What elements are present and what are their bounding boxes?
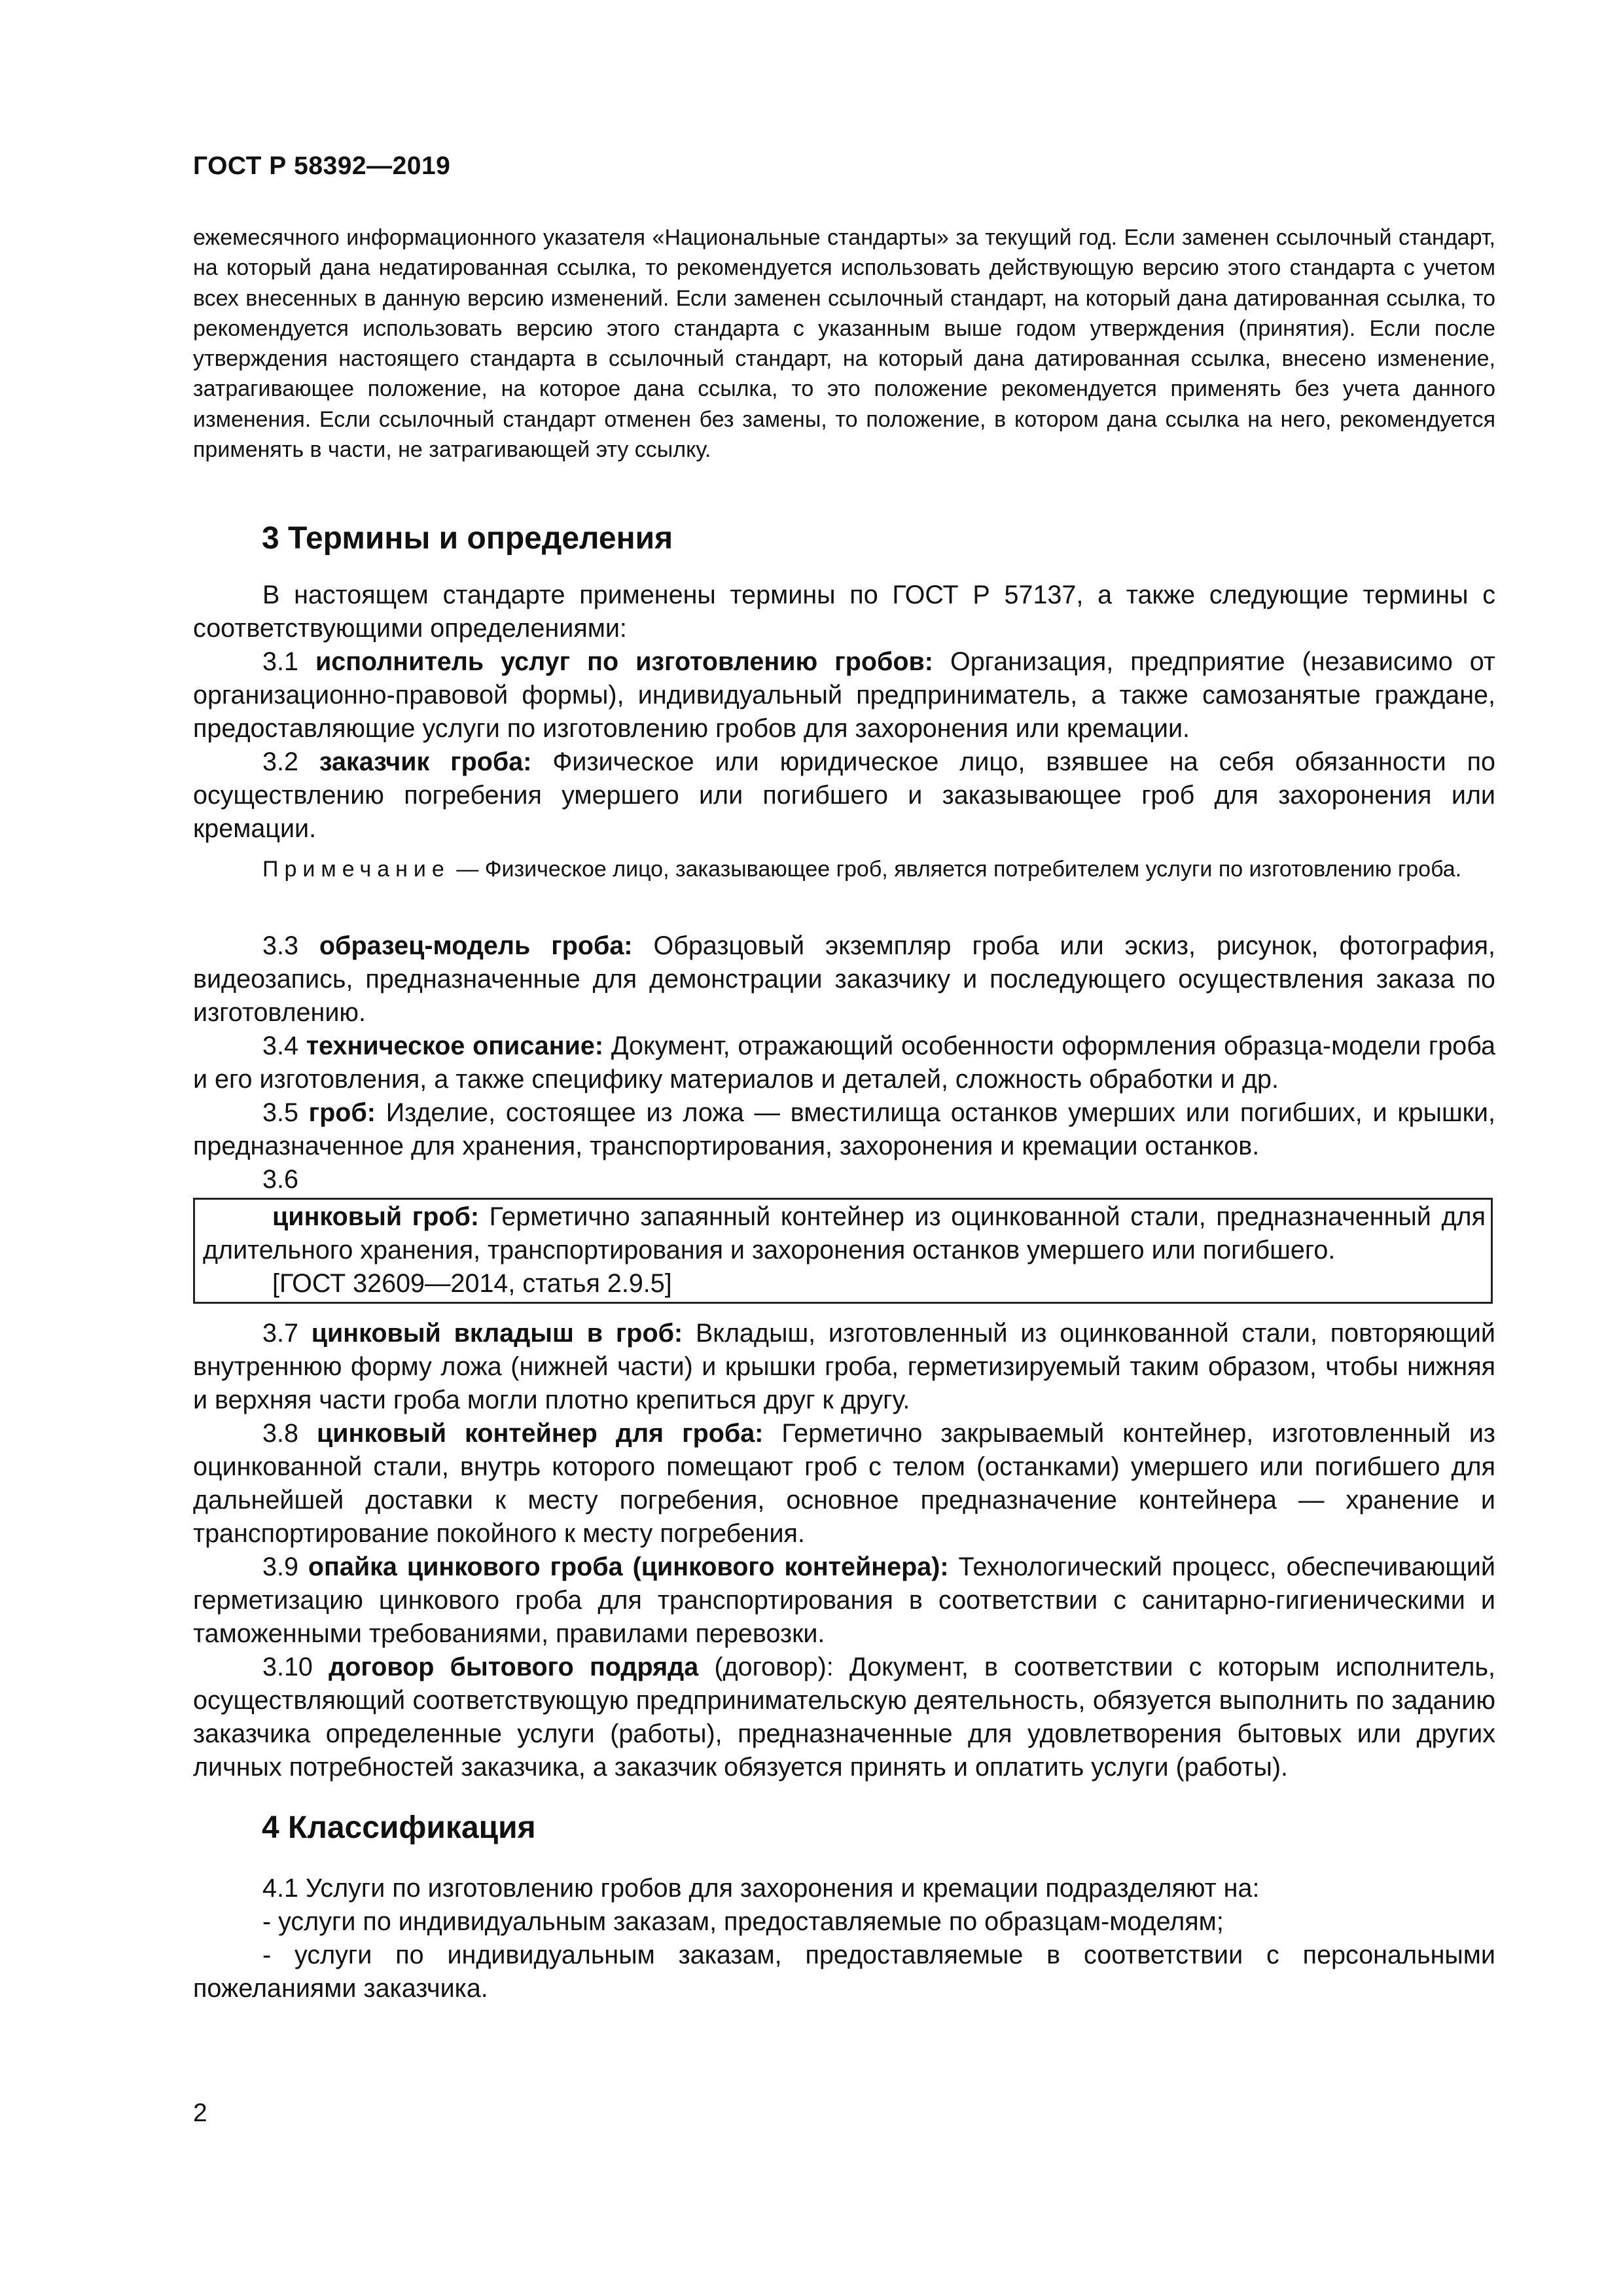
section-4-body bbox=[193, 1872, 1495, 2005]
note bbox=[193, 855, 1495, 884]
section-4-title: 4 Классификация bbox=[262, 1810, 536, 1845]
list-item: - услуги по индивидуальным заказам, предоставляемые в соответствии с персональными пожеланиями заказчика. bbox=[193, 1941, 1495, 2003]
note-text: — Физическое лицо, заказывающее гроб, является потребителем услуги по изготовлению гроба. bbox=[456, 857, 1462, 882]
term-3-10: 3.10 договор бытового подряда (договор): Документ, в соответствии с которым исполнитель, осуществляющий соответствующую предпринимательскую деятельность, обязуется выполнить по заданию заказчика определенные услуги (работы), предназначенные для удовлетворения бытовых или других личных потребностей заказчика, а заказчик обязуется принять и оплатить услуги (работы). bbox=[193, 1653, 1495, 1782]
term-3-8: 3.8 цинковый контейнер для гроба: Герметично закрываемый контейнер, изготовленный из оцинкованной стали, внутрь которого помещают гроб с телом (останками) умершего или погибшего для дальнейшей доставки к месту погребения, основное предназначение контейнера — хранение и транспортирование покойного к месту погребения. bbox=[193, 1419, 1495, 1548]
term-3-7: 3.7 цинковый вкладыш в гроб: Вкладыш, изготовленный из оцинкованной стали, повторяющий внутреннюю форму ложа (нижней части) и крышки гроба, герметизируемый таким образом, чтобы нижняя и верхняя части гроба могли плотно крепиться друг к другу. bbox=[193, 1319, 1495, 1414]
terms-3-7-to-3-10 bbox=[193, 1317, 1495, 1784]
terms-3-3-to-3-6 bbox=[193, 929, 1495, 1196]
term-3-2: 3.2 заказчик гроба: Физическое или юридическое лицо, взявшее на себя обязанности по осуществлению погребения умершего или погибшего и заказывающее гроб для захоронения или кремации. bbox=[193, 747, 1495, 843]
term-3-3: 3.3 образец-модель гроба: Образцовый экземпляр гроба или эскиз, рисунок, фотография, видеозапись, предназначенные для демонстрации заказчику и последующего осуществления заказа по изготовлению. bbox=[193, 931, 1495, 1027]
list-item: - услуги по индивидуальным заказам, предоставляемые по образцам-моделям; bbox=[262, 1907, 1224, 1936]
clause-4-1: 4.1 Услуги по изготовлению гробов для захоронения и кремации подразделяют на: bbox=[262, 1874, 1260, 1903]
term-3-1: 3.1 исполнитель услуг по изготовлению гробов: Организация, предприятие (независимо от организационно-правовой формы), индивидуальный предприниматель, а также самозанятые граждане, предоставляющие услуги по изготовлению гробов для захоронения или кремации. bbox=[193, 647, 1496, 743]
term-3-6-number: 3.6 bbox=[262, 1165, 298, 1194]
note-label: Примечание bbox=[262, 857, 450, 882]
page-number: 2 bbox=[193, 2099, 207, 2127]
intro-paragraph: ежемесячного информационного указателя «Национальные стандарты» за текущий год. Если заменен ссылочный стандарт, на который дана недатированная ссылка, то рекомендуется использовать действующую версию этого стандарта с учетом всех внесенных в данную версию изменений. Если заменен ссылочный стандарт, на который дана датированная ссылка, то рекомендуется использовать версию этого стандарта с указанным выше годом утверждения (принятия). Если после утверждения настоящего стандарта в ссылочный стандарт, на который дана датированная ссылка, внесено изменение, затрагивающее положение, на которое дана ссылка, то это положение рекомендуется применять без учета данного изменения. Если ссылочный стандарт отменен без замены, то положение, в котором дана ссылка на него, рекомендуется применять в части, не затрагивающей эту ссылку. bbox=[193, 225, 1495, 463]
document-header: ГОСТ Р 58392—2019 bbox=[193, 152, 451, 180]
term-3-5: 3.5 гроб: Изделие, состоящее из ложа — вместилища останков умерших или погибших, и крышки, предназначенное для хранения, транспортирования, захоронения и кремации останков. bbox=[193, 1098, 1495, 1160]
section-3-title: 3 Термины и определения bbox=[262, 521, 673, 556]
term-3-4: 3.4 техническое описание: Документ, отражающий особенности оформления образца-модели гроба и его изготовления, а также специфику материалов и деталей, сложность обработки и др. bbox=[193, 1031, 1495, 1094]
section-3-body bbox=[193, 579, 1495, 846]
term-3-6: цинковый гроб: Герметично запаянный контейнер из оцинкованной стали, предназначенный для длительного хранения, транспортирования и захоронения останков умершего или погибшего. [ГОСТ 32609—2014, статья 2.9.5] bbox=[203, 1200, 1486, 1300]
term-3-9: 3.9 опайка цинкового гроба (цинкового контейнера): Технологический процесс, обеспечивающий герметизацию цинкового гроба для транспортирования в соответствии с санитарно-гигиеническими и таможенными требованиями, правилами перевозки. bbox=[193, 1552, 1495, 1648]
section-3-intro: В настоящем стандарте применены термины по ГОСТ Р 57137, а также следующие термины с соответствующими определениями: bbox=[193, 581, 1495, 643]
term-3-6-reference: [ГОСТ 32609—2014, статья 2.9.5] bbox=[272, 1269, 672, 1298]
